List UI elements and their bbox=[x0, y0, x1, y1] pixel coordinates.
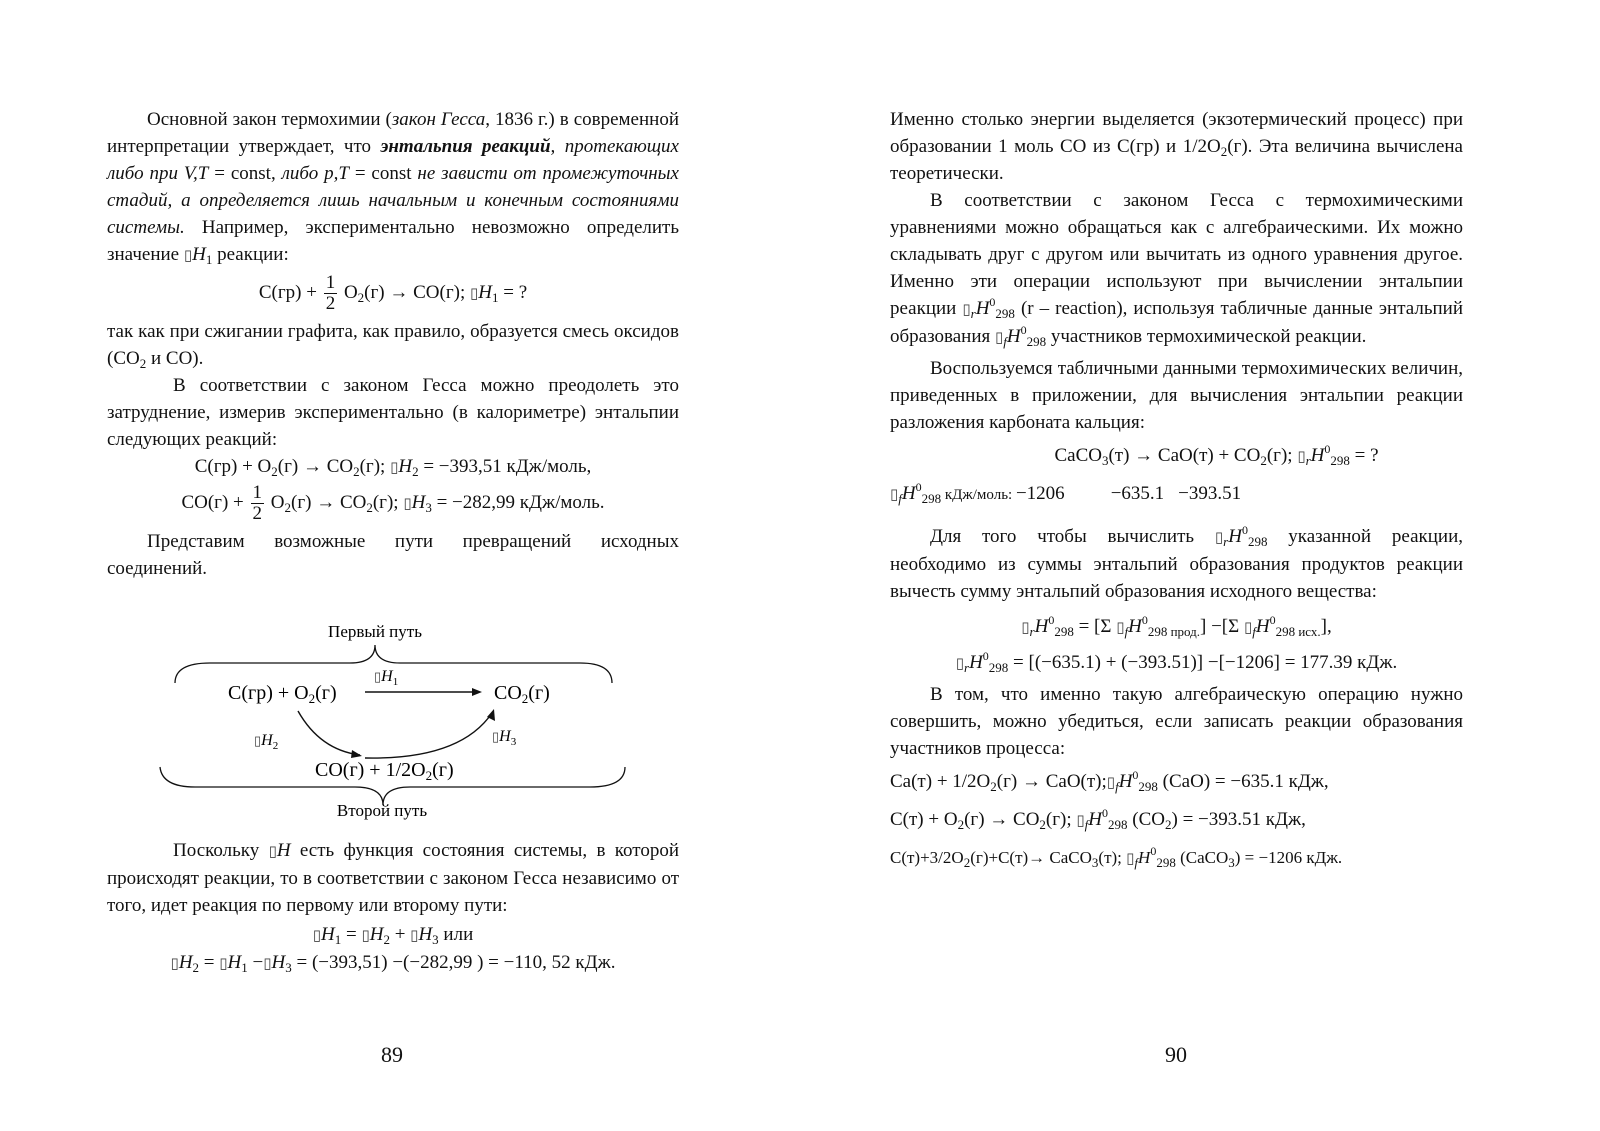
paragraph-energy: Именно столько энергии выделяется (экзотермический процесс) при образовании 1 моль CO из C(гр) и $1/2O_2(г)$. Эта величина вычислена теоретически. bbox=[890, 109, 1463, 184]
diagram-start: $C(гр) + O_2(г)$ bbox=[228, 682, 337, 706]
left-text-block bbox=[107, 106, 679, 582]
diagram-h3-label: $▯H_3$ bbox=[492, 728, 517, 748]
paragraph-paths: Представим возможные пути превращений исходных соединений. bbox=[107, 531, 679, 579]
equation-cao: $Ca(т) + 1/2O_2(г)$ → $CaO(т);▯_fH^0_{298}$ (CaO) = −635.1 кДж, bbox=[890, 768, 1329, 794]
left-text-block-2 bbox=[107, 837, 679, 977]
first-path-label: Первый путь bbox=[328, 622, 422, 641]
page-90 bbox=[800, 0, 1600, 1131]
equation-1: С(гр) + $\frac{1}{2}$ $O_2(г) \to CO(г)$; $▯H_1$ = ? bbox=[258, 272, 528, 314]
paragraph-calorimeter: В соответствии с законом Гесса можно преодолеть это затруднение, измерив экспериментально (в калориметре) энтальпии следующих реакций: bbox=[107, 375, 679, 450]
diagram-h1-label: $▯H_1$ bbox=[374, 668, 399, 688]
arrow-h3 bbox=[365, 713, 492, 758]
equation-caco3-formation: $C(т)+3/2O_2(г)+C(т)\to$ CaCO$_3$(т); $▯_fH^0_{298}$ (CaCO$_3$) = −1206 кДж. bbox=[890, 844, 1343, 870]
arrow-h1-head bbox=[472, 688, 482, 696]
page-number-left: 89 bbox=[381, 1042, 403, 1067]
diagram-middle: $CO(г) + 1/2O_2(г)$ bbox=[315, 759, 454, 783]
arrow-h2-head bbox=[351, 750, 362, 758]
equation-co2: $C(т) + O_2(г) \to CO_2(г)$; $▯_fH^0_{298}$ $(CO_2) = -393.51$ кДж, bbox=[890, 806, 1306, 832]
page-number-right: 90 bbox=[1165, 1042, 1187, 1067]
paragraph-algebraic: В соответствии с законом Гесса с термохимическими уравнениями можно обращаться как с алгебраическими. Их можно складывать друг с другом или вычитать из одного уравнения другое. Именно эти операции используют при вычислении энтальпии реакции $▯_rH^0_{298}$ (r – reaction), используя табличные данные энтальпий образования $▯_fH^0_{298}$ участников термохимической реакции. bbox=[890, 190, 1463, 349]
paragraph-state-function: Поскольку ▯H есть функция состояния системы, в которой происходят реакции, то в соответствии с законом Гесса независимо от того, идет реакция по первому или второму пути: bbox=[107, 840, 679, 916]
equation-2: $С(гр) + O_2(г) \to CO_2(г)$; $▯H_2 = -393,51$ кДж/моль, bbox=[194, 456, 592, 479]
hess-cycle-diagram bbox=[150, 615, 640, 820]
paragraph-tabular: Воспользуемся табличными данными термохимических величин, приведенных в приложении, для вычисления энтальпии реакции разложения карбоната кальция: bbox=[890, 358, 1463, 433]
paragraph-graphite: так как при сжигании графита, как правило, образуется смесь оксидов ($CO_2$ и CO). bbox=[107, 321, 679, 371]
paragraph-calculate: Для того чтобы вычислить $▯_rH^0_{298}$ указанной реакции, необходимо из суммы энтальпий образования продуктов реакции вычесть сумму энтальпий образования исходного вещества: bbox=[890, 523, 1463, 602]
equation-caco3: CaCO$_3$(т) → $CaO(т) + CO_2(г)$; $▯_rH^0_{298}$ = ? bbox=[1054, 442, 1379, 468]
equation-4: $▯H_1$ = $▯H_2$ + $▯H_3$ или bbox=[312, 924, 474, 947]
second-path-label: Второй путь bbox=[336, 801, 428, 820]
equation-3: CO(г) + $\frac{1}{2}$ $O_2(г) \to CO_2(г)$; $▯H_3 = -282,99$ кДж/моль. bbox=[181, 482, 605, 524]
paragraph-formation: В том, что именно такую алгебраическую операцию нужно совершить, можно убедиться, если записать реакции образования участников процесса: bbox=[890, 684, 1463, 759]
paragraph-hess-law: Основной закон термохимии (закон Гесса, 1836 г.) в современной интерпретации утверждает, что энтальпия реакций, протекающих либо при V,T = const, либо p,T = const не зависти от промежуточных стадий, а определяется лишь начальным и конечным состояниями системы. Например, экспериментально невозможно определить значение $▯H_1$ реакции: bbox=[107, 109, 679, 267]
right-text-block bbox=[890, 106, 1463, 872]
equation-sum: $▯_rH^0_{298} = [\Sigma$ $▯_fH^0_{298 прод.}] -[\Sigma$ $▯_fH^0_{298 исх.}$], bbox=[1021, 613, 1332, 639]
diagram-end: $CO_2(г)$ bbox=[494, 682, 550, 706]
equation-values: $▯_fH^0_{298}$ кДж/моль: −1206 −635.1 −393.51 bbox=[890, 480, 1242, 506]
arrow-h2 bbox=[298, 711, 360, 755]
equation-5: $▯H_2$ = $▯H_1$ $-▯H_3 = (-393,51) -(-282,99$ ) = −110, 52 кДж. bbox=[170, 952, 616, 975]
diagram-h2-label: $▯H_2$ bbox=[254, 732, 279, 752]
equation-result: $▯_rH^0_{298} = [(-635.1) + (-393.51)] -[-1206] = 177.39$ кДж. bbox=[955, 649, 1398, 675]
